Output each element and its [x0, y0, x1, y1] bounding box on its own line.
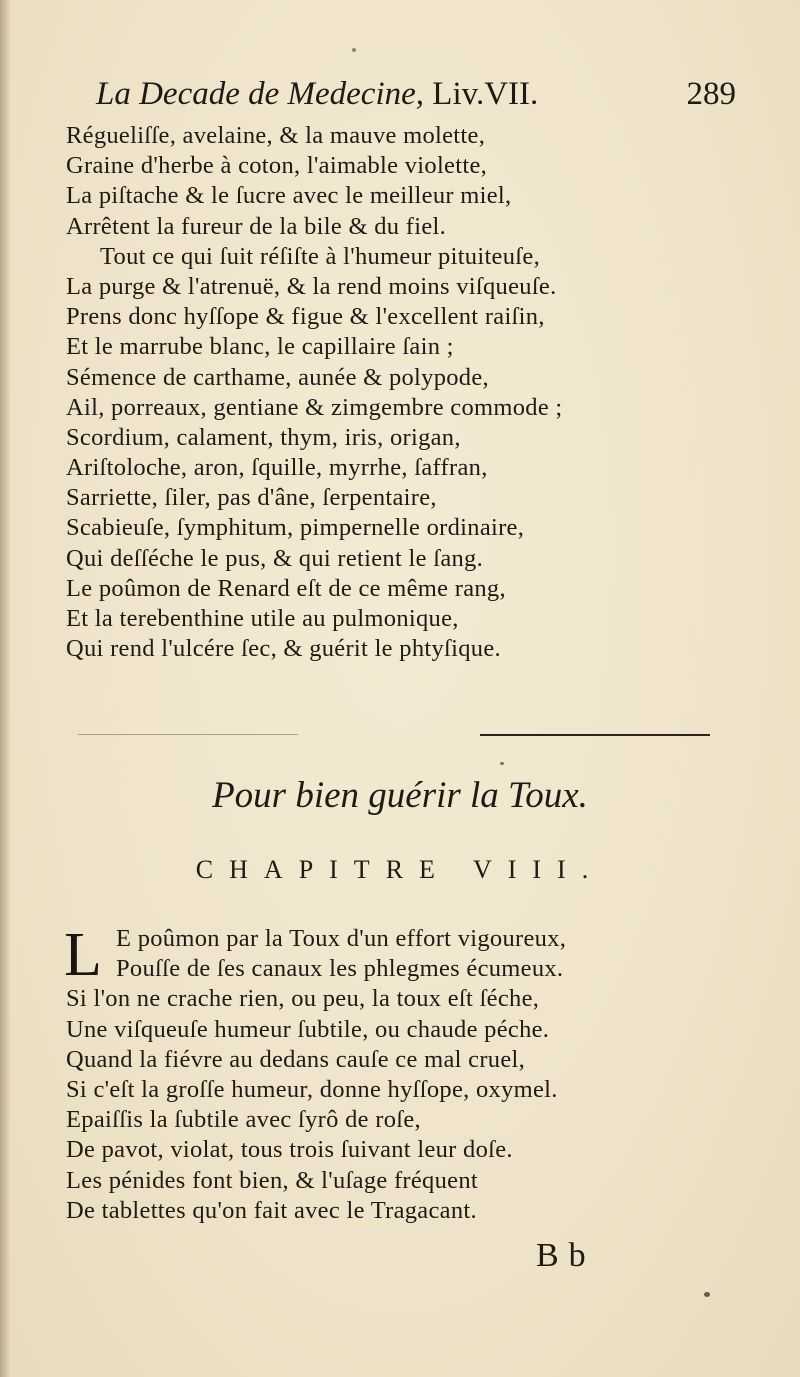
- verse-line: La piſtache & le ſucre avec le meilleur miel,: [66, 182, 512, 210]
- catchword-signature: Bb: [536, 1237, 596, 1274]
- running-head-book: Liv.VII.: [432, 76, 539, 112]
- verse-line: Qui deſſéche le pus, & qui retient le ſang.: [66, 544, 484, 572]
- verse-line: Une viſqueuſe humeur ſubtile, ou chaude péche.: [66, 1015, 550, 1043]
- verse-line: Scabieuſe, ſymphitum, pimpernelle ordinaire,: [66, 514, 525, 542]
- running-head-title: La Decade de Medecine,: [96, 76, 425, 112]
- verse-line: Ariſtoloche, aron, ſquille, myrrhe, ſaffran,: [66, 454, 488, 482]
- drop-cap: L: [64, 921, 103, 989]
- running-head: [96, 72, 736, 116]
- verse-line: E poûmon par la Toux d'un effort vigoureux,: [116, 925, 567, 952]
- verse-line: Epaiſſis la ſubtile avec ſyrô de roſe,: [66, 1106, 421, 1134]
- page-gutter-edge: [0, 0, 10, 1377]
- verse-line: De tablettes qu'on fait avec le Tragacant.: [66, 1196, 477, 1224]
- ink-speck: [500, 762, 504, 765]
- ink-speck: [352, 48, 356, 52]
- verse-line: De pavot, violat, tous trois ſuivant leur doſe.: [66, 1136, 513, 1164]
- verse-line: Si l'on ne crache rien, ou peu, la toux eſt ſéche,: [66, 985, 540, 1013]
- verse-line: Arrêtent la fureur de la bile & du fiel.: [66, 212, 447, 240]
- verse-line: Et le marrube blanc, le capillaire ſain ;: [66, 333, 454, 361]
- drop-cap-group: [64, 921, 746, 989]
- verse-line: Graine d'herbe à coton, l'aimable violette,: [66, 152, 488, 180]
- page-number: 289: [686, 76, 736, 112]
- verse-line: Sarriette, ſiler, pas d'âne, ſerpentaire,: [66, 484, 437, 512]
- section-divider-left: [78, 734, 298, 735]
- verse-line: Et la terebenthine utile au pulmonique,: [66, 605, 459, 632]
- verse-line: Les pénides font bien, & l'uſage fréquent: [66, 1166, 478, 1194]
- verse-line: Le poûmon de Renard eſt de ce même rang,: [66, 574, 506, 602]
- verse-line: Si c'eſt la groſſe humeur, donne hyſſope, oxymel.: [66, 1075, 558, 1103]
- section-divider-right: [480, 734, 710, 736]
- verse-line: Régueliſſe, avelaine, & la mauve molette,: [66, 122, 486, 149]
- verse-line: Pouſſe de ſes canaux les phlegmes écumeux.: [116, 955, 564, 983]
- ink-speck: [704, 1292, 710, 1297]
- verse-line: La purge & l'atrenuë, & la rend moins viſqueuſe.: [66, 272, 557, 300]
- verse-line: Tout ce qui ſuit réſiſte à l'humeur pituiteuſe,: [100, 242, 540, 270]
- verse-line: Sémence de carthame, aunée & polypode,: [66, 363, 489, 391]
- verse-line: Quand la fiévre au dedans cauſe ce mal cruel,: [66, 1045, 526, 1073]
- section-title: Pour bien guérir la Toux.: [212, 775, 588, 816]
- chapter-heading: CHAPITRE VIII.: [195, 855, 605, 884]
- verse-block-1: [66, 121, 746, 664]
- verse-block-2: [64, 921, 746, 1226]
- verse-line: Prens donc hyſſope & figue & l'excellent raiſin,: [66, 303, 545, 331]
- verse-line: Ail, porreaux, gentiane & zimgembre commode ;: [66, 393, 563, 421]
- verse-line: Qui rend l'ulcére ſec, & guérit le phtyſique.: [66, 635, 501, 663]
- verse-line: Scordium, calament, thym, iris, origan,: [66, 423, 461, 451]
